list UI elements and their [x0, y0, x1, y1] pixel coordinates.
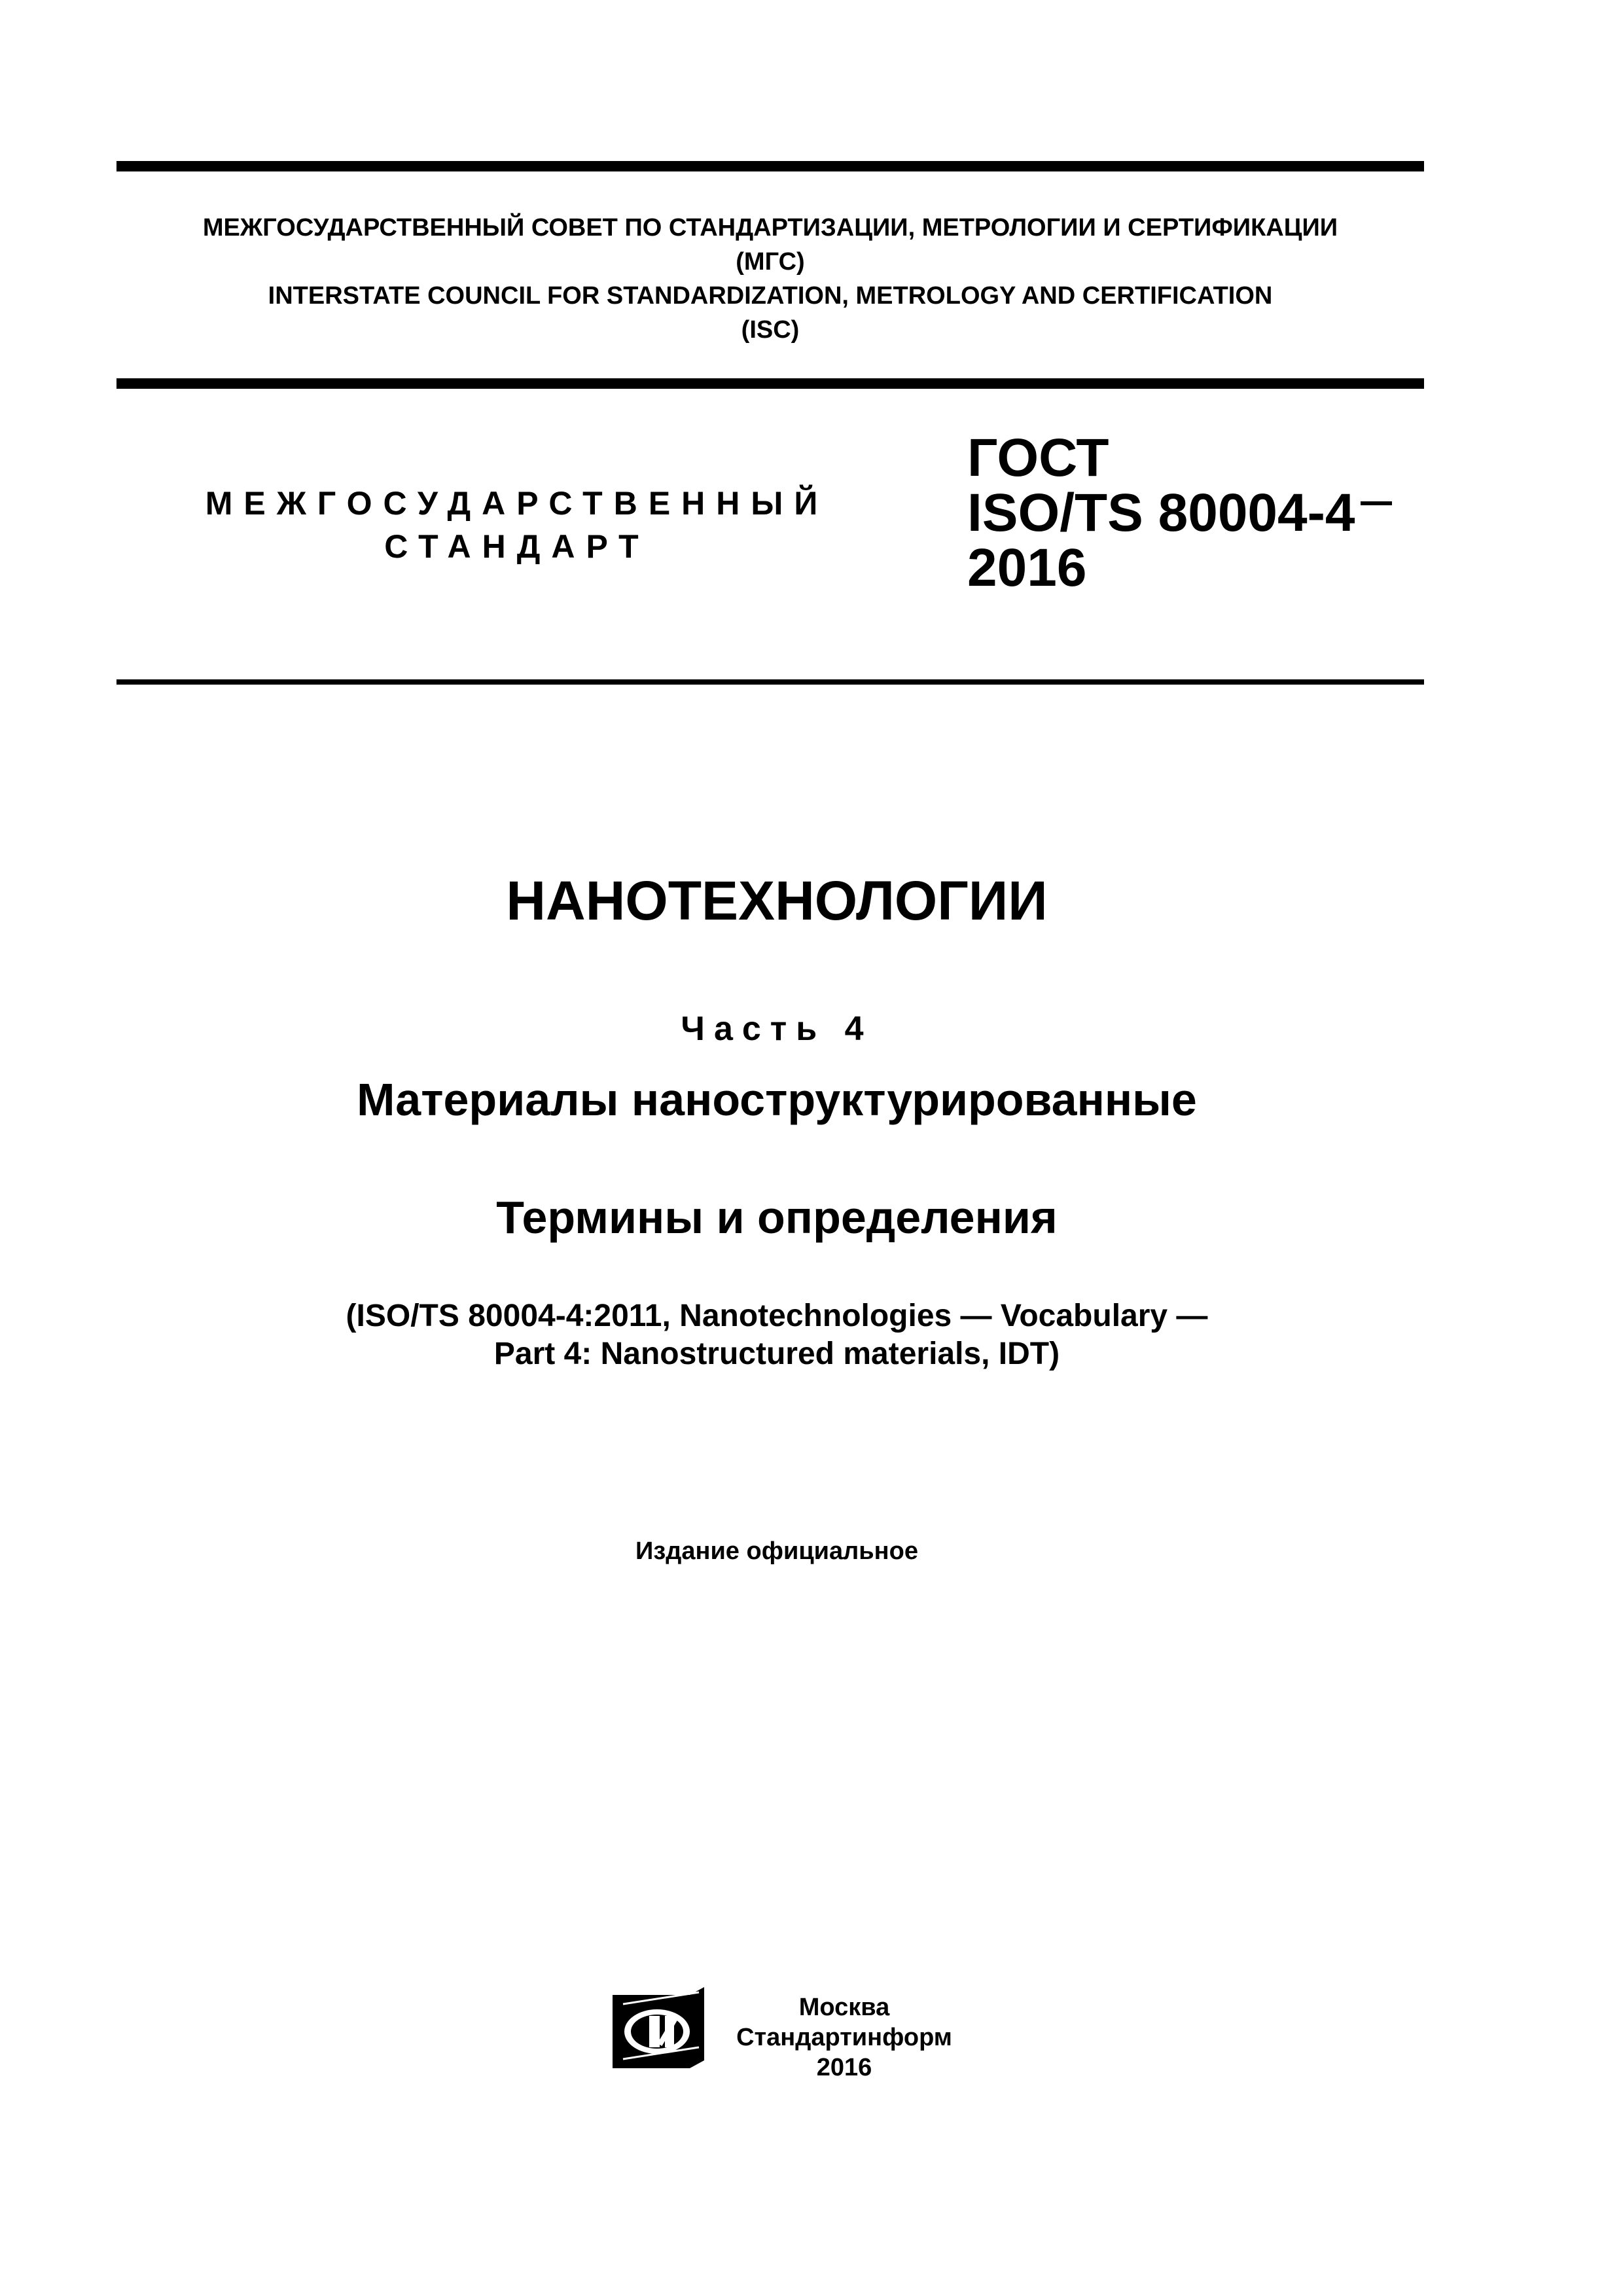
document-title: НАНОТЕХНОЛОГИИ	[506, 870, 1048, 931]
document-subtitle-2: Термины и определения	[496, 1192, 1058, 1243]
publisher-year: 2016	[816, 2054, 872, 2081]
edition-label: Издание официальное	[635, 1537, 918, 1565]
publisher-city: Москва	[798, 1994, 890, 2021]
publisher-name: Стандартинформ	[736, 2024, 952, 2051]
iso-reference-line-1: (ISO/TS 80004-4:2011, Nanotechnologies — Vocabulary —	[346, 1299, 1208, 1333]
designation-number: ISO/TS 80004-4	[967, 483, 1355, 543]
iso-reference-line-2: Part 4: Nanostructured materials, IDT)	[493, 1336, 1060, 1371]
bottom-rule	[116, 679, 1424, 685]
standard-designation	[967, 428, 1392, 598]
iso-reference	[116, 1297, 1437, 1373]
document-subtitle: Материалы наноструктурированные	[357, 1074, 1197, 1125]
standard-kind	[196, 482, 838, 568]
publisher-imprint	[726, 1992, 962, 2083]
council-abbr-en: (ISC)	[741, 316, 800, 344]
standard-kind-line-2: СТАНДАРТ	[384, 528, 650, 565]
council-name-ru: МЕЖГОСУДАРСТВЕННЫЙ СОВЕТ ПО СТАНДАРТИЗАЦИИ, МЕТРОЛОГИИ И СЕРТИФИКАЦИИ	[202, 214, 1338, 242]
middle-rule	[116, 378, 1424, 389]
top-rule	[116, 161, 1424, 171]
council-abbr-ru: (МГС)	[736, 248, 805, 276]
council-name-en: INTERSTATE COUNCIL FOR STANDARDIZATION, METROLOGY AND CERTIFICATION	[268, 282, 1273, 310]
designation-number-line	[967, 483, 1392, 543]
designation-dash	[1361, 501, 1392, 505]
part-label: Часть 4	[681, 1010, 873, 1048]
designation-year: 2016	[967, 538, 1087, 598]
designation-prefix: ГОСТ	[967, 428, 1109, 488]
council-header	[116, 211, 1424, 347]
standard-kind-line-1: МЕЖГОСУДАРСТВЕННЫЙ	[205, 485, 829, 522]
standartinform-logo-icon	[610, 1986, 707, 2072]
